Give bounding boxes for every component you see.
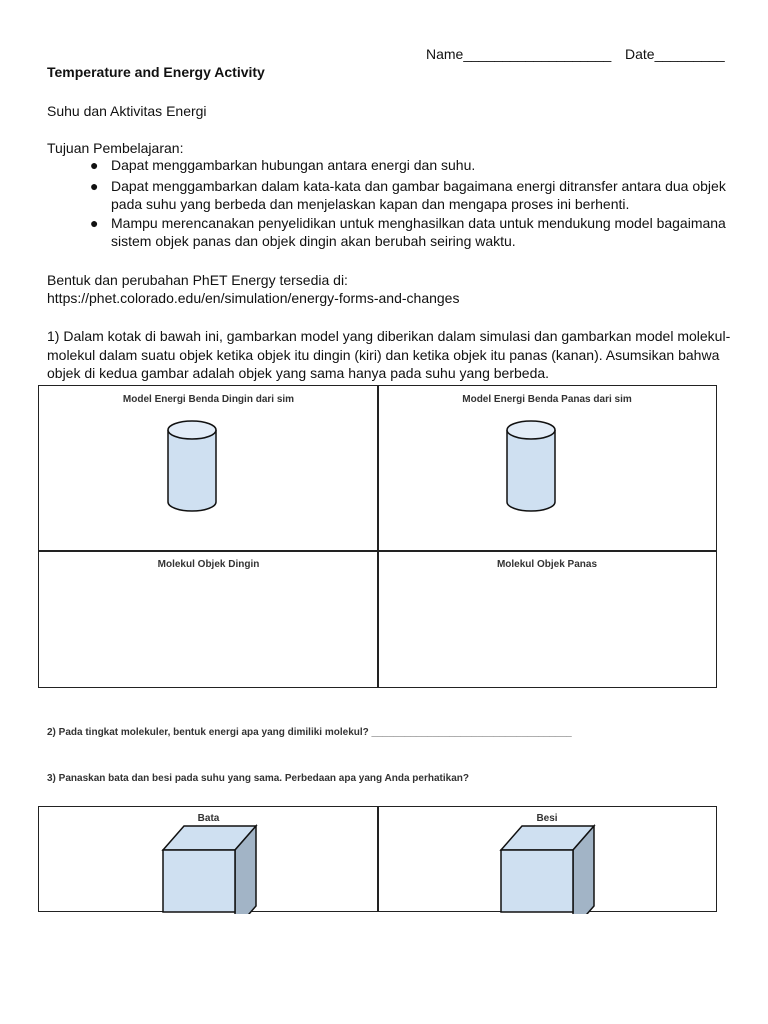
- hot-molecules-box[interactable]: [377, 550, 717, 688]
- page-title: Temperature and Energy Activity: [47, 64, 265, 80]
- bullet-icon: ●: [90, 178, 99, 194]
- cell-caption: Molekul Objek Panas: [496, 559, 598, 570]
- objective-item: pada suhu yang berbeda dan menjelaskan kapan dan mengapa proses ini berhenti.: [111, 196, 630, 212]
- q1-line: objek di kedua gambar adalah objek yang sama hanya pada suhu yang berbeda.: [47, 365, 550, 381]
- name-field[interactable]: Name___________________: [426, 46, 612, 62]
- cube-icon: [498, 824, 598, 914]
- objective-item: sistem objek panas dan objek dingin akan berubah seiring waktu.: [111, 233, 516, 249]
- date-field[interactable]: Date_________: [625, 46, 725, 62]
- objective-item: Mampu merencanakan penyelidikan untuk menghasilkan data untuk mendukung model bagaimana: [111, 215, 726, 231]
- resource-text: Bentuk dan perubahan PhET Energy tersedia di:: [47, 272, 348, 288]
- objective-item: Dapat menggambarkan dalam kata-kata dan gambar bagaimana energi ditransfer antara dua objek: [111, 178, 726, 194]
- objective-item: Dapat menggambarkan hubungan antara energi dan suhu.: [111, 157, 476, 173]
- cell-caption: Molekul Objek Dingin: [157, 559, 260, 570]
- cell-caption: Bata: [197, 813, 220, 824]
- q1-line: molekul dalam suatu objek ketika objek itu dingin (kiri) dan ketika objek itu panas (kanan). Asumsikan bahwa: [47, 347, 720, 363]
- q3-text: 3) Panaskan bata dan besi pada suhu yang sama. Perbedaan apa yang Anda perhatikan?: [47, 773, 469, 784]
- cylinder-icon: [504, 418, 558, 516]
- cell-caption: Model Energi Benda Panas dari sim: [462, 394, 632, 405]
- cube-icon: [160, 824, 260, 914]
- bullet-icon: ●: [90, 157, 99, 173]
- cell-caption: Besi: [536, 813, 558, 824]
- objectives-heading: Tujuan Pembelajaran:: [47, 140, 184, 156]
- cell-caption: Model Energi Benda Dingin dari sim: [122, 394, 295, 405]
- bullet-icon: ●: [90, 215, 99, 231]
- q1-line: 1) Dalam kotak di bawah ini, gambarkan model yang diberikan dalam simulasi dan gambarkan model molekul-: [47, 328, 731, 344]
- cylinder-icon: [165, 418, 219, 516]
- subtitle: Suhu dan Aktivitas Energi: [47, 103, 207, 119]
- cold-molecules-box[interactable]: [38, 550, 379, 688]
- resource-link[interactable]: https://phet.colorado.edu/en/simulation/energy-forms-and-changes: [47, 290, 460, 306]
- q2-text: 2) Pada tingkat molekuler, bentuk energi apa yang dimiliki molekul? ____________________________________: [47, 727, 572, 738]
